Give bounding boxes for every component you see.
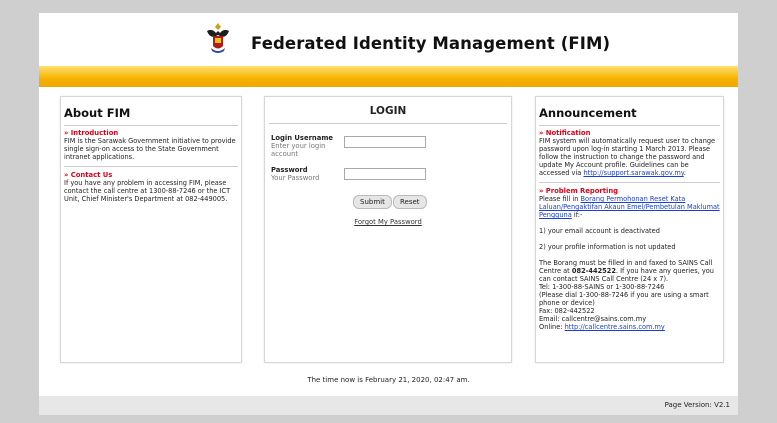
- announcement-title: Announcement: [539, 106, 720, 126]
- problem-reporting-section: [536, 184, 723, 335]
- username-input[interactable]: [344, 136, 426, 148]
- login-panel: [264, 96, 512, 363]
- borang-fax: 082-442522: [571, 267, 616, 275]
- page-version: Page Version: V2.1: [664, 401, 730, 409]
- password-label: Password: [271, 166, 308, 174]
- callcentre-link[interactable]: http://callcentre.sains.com.my: [564, 323, 665, 331]
- notification-tail: .: [683, 169, 686, 177]
- contact-heading: » Contact Us: [64, 171, 113, 179]
- problem-reporting-heading: » Problem Reporting: [539, 187, 619, 195]
- notification-body: FIM system will automatically request user to change password upon log-in starting 1 March 2013. Please follow the instruction to change the password and update My Account profile. Guidelines can be accessed via: [539, 137, 716, 177]
- notification-section: [536, 126, 723, 181]
- login-title: LOGIN: [269, 105, 507, 124]
- password-input[interactable]: [344, 168, 426, 180]
- introduction-text: FIM is the Sarawak Government initiative to provide single sign-on access to the State Government intranet applications.: [64, 137, 236, 161]
- about-title: About FIM: [64, 106, 238, 126]
- reset-button[interactable]: Reset: [393, 195, 427, 209]
- fax-text: Fax: 082-442522: [539, 307, 595, 315]
- username-row: [271, 134, 341, 158]
- notification-text: [539, 137, 720, 177]
- borang-pre: The Borang must be filled in and faxed to SAINS Call Centre at: [539, 259, 713, 275]
- header: [39, 13, 738, 66]
- contact-section: [61, 168, 241, 207]
- username-hint: Enter your login account: [271, 142, 326, 158]
- problem-pre: Please fill in: [539, 195, 579, 203]
- contact-text: If you have any problem in accessing FIM, please contact the call centre at 1300-88-7246 or the ICT Unit, Chief Minister's Department at 082-449005.: [64, 179, 231, 203]
- footer: [39, 396, 738, 415]
- online-text: [539, 323, 720, 331]
- email-text: Email: callcentre@sains.com.my: [539, 315, 647, 323]
- page-frame: [39, 13, 738, 415]
- server-time: The time now is February 21, 2020, 02:47 am.: [307, 376, 470, 384]
- introduction-heading: » Introduction: [64, 129, 119, 137]
- support-link[interactable]: http://support.sarawak.gov.my: [583, 169, 684, 177]
- submit-button[interactable]: Submit: [353, 195, 392, 209]
- online-label: Online:: [539, 323, 563, 331]
- sarawak-crest-icon: [205, 21, 231, 55]
- borang-text: [539, 259, 720, 283]
- page-title: Federated Identity Management (FIM): [251, 34, 611, 53]
- divider: [539, 182, 720, 183]
- problem-post: if:-: [573, 211, 583, 219]
- accent-bar: [39, 66, 738, 87]
- username-label: Login Username: [271, 134, 334, 142]
- about-panel: [60, 96, 242, 363]
- dial-note: (Please dial 1-300-88-7246 if you are using a smart phone or device): [539, 291, 709, 307]
- borang-post: . If you have any queries, you can contact SAINS Call Centre (24 x 7).: [539, 267, 714, 283]
- condition-item-2: 2) your profile information is not updated: [539, 243, 676, 251]
- borang-link[interactable]: Borang Permohonan Reset Kata Laluan/Pengaktifan Akaun Emel/Pembetulan Maklumat Pengguna: [539, 195, 720, 219]
- password-hint: Your Password: [271, 174, 320, 182]
- divider: [64, 166, 238, 167]
- announcement-panel: [535, 96, 724, 363]
- condition-item-1: 1) your email account is deactivated: [539, 227, 660, 235]
- introduction-section: [61, 126, 241, 165]
- problem-reporting-text: [539, 195, 720, 219]
- forgot-password-link[interactable]: Forgot My Password: [354, 218, 422, 226]
- password-row: [271, 166, 341, 182]
- notification-heading: » Notification: [539, 129, 591, 137]
- tel-text: Tel: 1-300-88-SAINS or 1-300-88-7246: [539, 283, 665, 291]
